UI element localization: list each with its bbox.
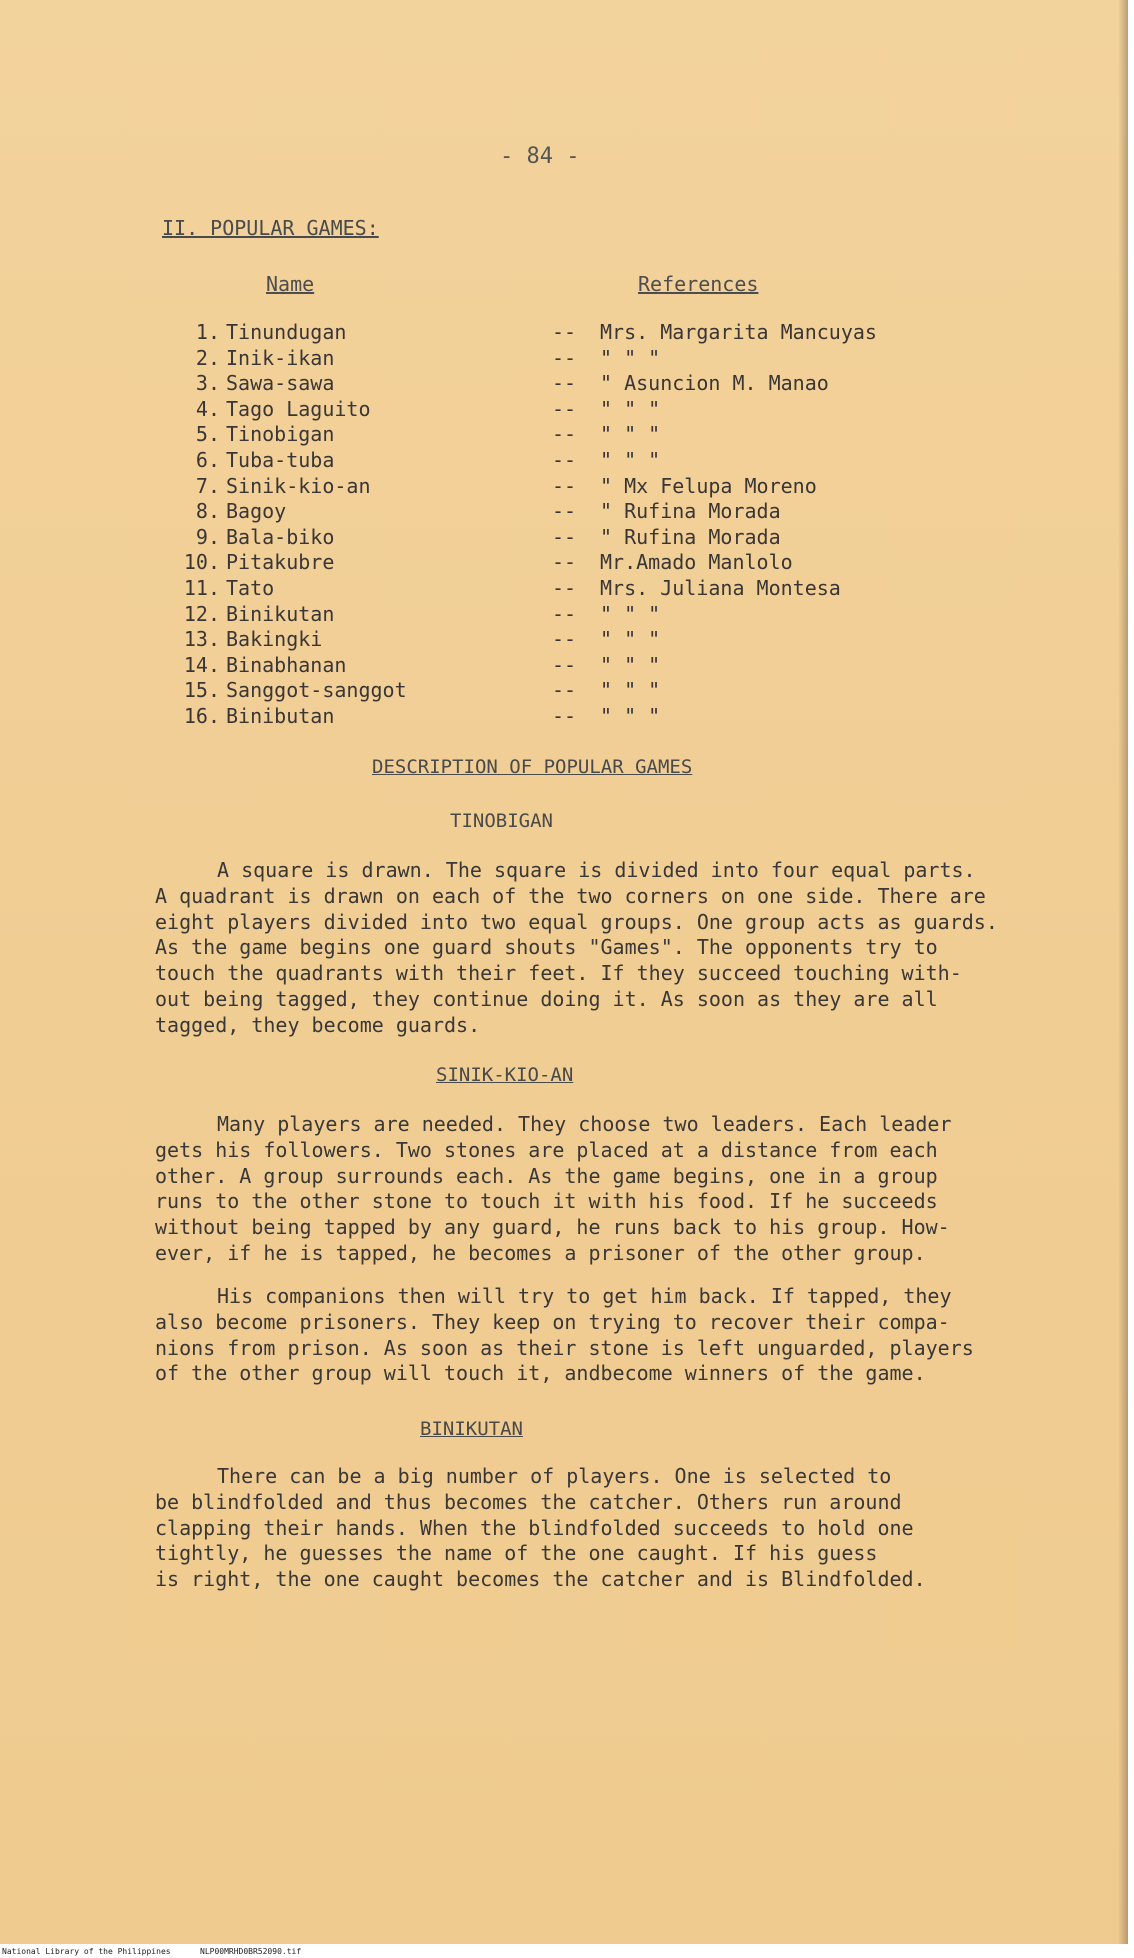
game-row xyxy=(0,525,1128,551)
game-row xyxy=(0,704,1128,730)
game-reference: " Rufina Morada xyxy=(600,524,781,549)
text-line: A square is drawn. The square is divided into four equal parts. xyxy=(217,858,976,882)
game-row xyxy=(0,346,1128,372)
description-heading: DESCRIPTION OF POPULAR GAMES xyxy=(372,756,693,778)
section-title: II. POPULAR GAMES: xyxy=(162,216,379,240)
text-line: There can be a big number of players. One is selected to xyxy=(217,1464,892,1488)
game-name: Binabhanan xyxy=(226,652,347,677)
game-number: 1. xyxy=(195,320,220,344)
game-reference: " " " xyxy=(600,704,661,728)
game-row xyxy=(0,653,1128,679)
game-dash: -- xyxy=(552,345,577,370)
game-name: Tinundugan xyxy=(226,320,347,344)
game-name: Binibutan xyxy=(226,704,335,728)
binikutan-heading: BINIKUTAN xyxy=(420,1418,523,1440)
game-reference: " " " xyxy=(600,345,661,370)
game-dash: -- xyxy=(552,371,577,396)
game-number: 16. xyxy=(183,704,220,728)
game-number: 6. xyxy=(195,448,220,472)
game-row xyxy=(0,627,1128,653)
game-number: 10. xyxy=(183,550,220,575)
text-line: ever, if he is tapped, he becomes a prisoner of the other group. xyxy=(155,1240,926,1265)
text-line: As the game begins one guard shouts "Games". The opponents try to xyxy=(155,935,938,960)
page-number: - 84 - xyxy=(500,144,580,169)
game-number: 12. xyxy=(183,601,220,626)
game-reference: Mrs. Juliana Montesa xyxy=(600,576,841,600)
game-name: Sawa-sawa xyxy=(226,371,335,396)
text-line: clapping their hands. When the blindfolded succeeds to hold one xyxy=(155,1515,914,1540)
game-row xyxy=(0,448,1128,474)
game-dash: -- xyxy=(552,396,577,421)
game-name: Sanggot-sanggot xyxy=(226,678,407,703)
game-dash: -- xyxy=(552,473,577,498)
column-header-name: Name xyxy=(266,272,315,296)
sinik-kio-an-paragraph-2 xyxy=(155,1284,974,1387)
game-dash: -- xyxy=(552,576,577,600)
scan-footer xyxy=(0,1946,1134,1958)
game-number: 9. xyxy=(195,524,220,549)
game-reference: " Rufina Morada xyxy=(600,499,781,524)
game-row xyxy=(0,422,1128,448)
game-number: 15. xyxy=(183,678,220,703)
game-row xyxy=(0,678,1128,704)
game-name: Inik-ikan xyxy=(226,345,335,370)
game-dash: -- xyxy=(552,524,577,549)
game-name: Bala-biko xyxy=(226,524,335,549)
game-number: 14. xyxy=(183,652,220,677)
game-number: 4. xyxy=(195,396,220,421)
game-row xyxy=(0,550,1128,576)
text-line: be blindfolded and thus becomes the catcher. Others run around xyxy=(155,1489,902,1514)
page-edge-shadow xyxy=(1118,0,1128,1944)
game-dash: -- xyxy=(552,422,577,447)
game-dash: -- xyxy=(552,627,577,652)
text-line: eight players divided into two equal groups. One group acts as guards. xyxy=(155,909,998,934)
game-reference: " " " xyxy=(600,448,661,472)
game-row xyxy=(0,602,1128,628)
game-row xyxy=(0,499,1128,525)
game-reference: " Asuncion M. Manao xyxy=(600,371,829,396)
text-line: touch the quadrants with their feet. If they succeed touching with- xyxy=(155,961,962,986)
text-line: Many players are needed. They choose two leaders. Each leader xyxy=(217,1112,952,1136)
text-line: A quadrant is drawn on each of the two corners on one side. There are xyxy=(155,883,986,908)
game-reference: " " " xyxy=(600,627,661,652)
game-name: Pitakubre xyxy=(226,550,335,575)
game-number: 5. xyxy=(195,422,220,447)
game-dash: -- xyxy=(552,652,577,677)
game-dash: -- xyxy=(552,704,577,728)
game-row xyxy=(0,320,1128,346)
sinik-kio-an-paragraph-1 xyxy=(155,1112,952,1267)
footer-filename: NLP00MRHD0BR52090.tif xyxy=(200,1947,302,1956)
game-dash: -- xyxy=(552,601,577,626)
game-name: Sinik-kio-an xyxy=(226,473,371,498)
text-line: gets his followers. Two stones are placed at a distance from each xyxy=(155,1137,938,1162)
text-line: His companions then will try to get him back. If tapped, they xyxy=(217,1284,952,1308)
game-dash: -- xyxy=(552,448,577,472)
game-name: Bagoy xyxy=(226,499,287,524)
sinik-kio-an-heading: SINIK-KIO-AN xyxy=(436,1064,574,1086)
game-reference: " " " xyxy=(600,422,661,447)
game-name: Binikutan xyxy=(226,601,335,626)
text-line: of the other group will touch it, andbecome winners of the game. xyxy=(155,1361,926,1386)
game-name: Bakingki xyxy=(226,627,323,652)
text-line: runs to the other stone to touch it with his food. If he succeeds xyxy=(155,1189,938,1214)
game-row xyxy=(0,474,1128,500)
game-row xyxy=(0,397,1128,423)
footer-source: National Library of the Philippines xyxy=(2,1947,171,1956)
game-dash: -- xyxy=(552,678,577,703)
game-number: 3. xyxy=(195,371,220,396)
game-name: Tinobigan xyxy=(226,422,335,447)
game-row xyxy=(0,576,1128,602)
game-row xyxy=(0,371,1128,397)
game-number: 2. xyxy=(195,345,220,370)
text-line: nions from prison. As soon as their stone is left unguarded, players xyxy=(155,1335,974,1360)
game-dash: -- xyxy=(552,499,577,524)
tinobigan-paragraph xyxy=(155,858,998,1039)
binikutan-paragraph xyxy=(155,1464,926,1593)
game-reference: " Mx Felupa Moreno xyxy=(600,473,817,498)
game-number: 7. xyxy=(195,473,220,498)
game-reference: Mrs. Margarita Mancuyas xyxy=(600,320,877,344)
game-name: Tuba-tuba xyxy=(226,448,335,472)
text-line: without being tapped by any guard, he runs back to his group. How- xyxy=(155,1215,950,1240)
game-number: 8. xyxy=(195,499,220,524)
game-number: 13. xyxy=(183,627,220,652)
game-dash: -- xyxy=(552,320,577,344)
column-header-references: References xyxy=(638,272,759,296)
game-dash: -- xyxy=(552,550,577,575)
text-line: tightly, he guesses the name of the one caught. If his guess xyxy=(155,1541,878,1566)
game-number: 11. xyxy=(183,576,220,600)
game-name: Tato xyxy=(226,576,275,600)
text-line: out being tagged, they continue doing it. As soon as they are all xyxy=(155,986,938,1011)
tinobigan-heading: TINOBIGAN xyxy=(450,810,553,832)
game-reference: " " " xyxy=(600,678,661,703)
text-line: also become prisoners. They keep on trying to recover their compa- xyxy=(155,1309,950,1334)
game-reference: Mr.Amado Manlolo xyxy=(600,550,793,575)
game-reference: " " " xyxy=(600,601,661,626)
text-line: other. A group surrounds each. As the game begins, one in a group xyxy=(155,1163,938,1188)
text-line: tagged, they become guards. xyxy=(155,1012,481,1037)
game-name: Tago Laguito xyxy=(226,396,371,421)
text-line: is right, the one caught becomes the catcher and is Blindfolded. xyxy=(155,1567,926,1592)
game-reference: " " " xyxy=(600,396,661,421)
game-reference: " " " xyxy=(600,652,661,677)
